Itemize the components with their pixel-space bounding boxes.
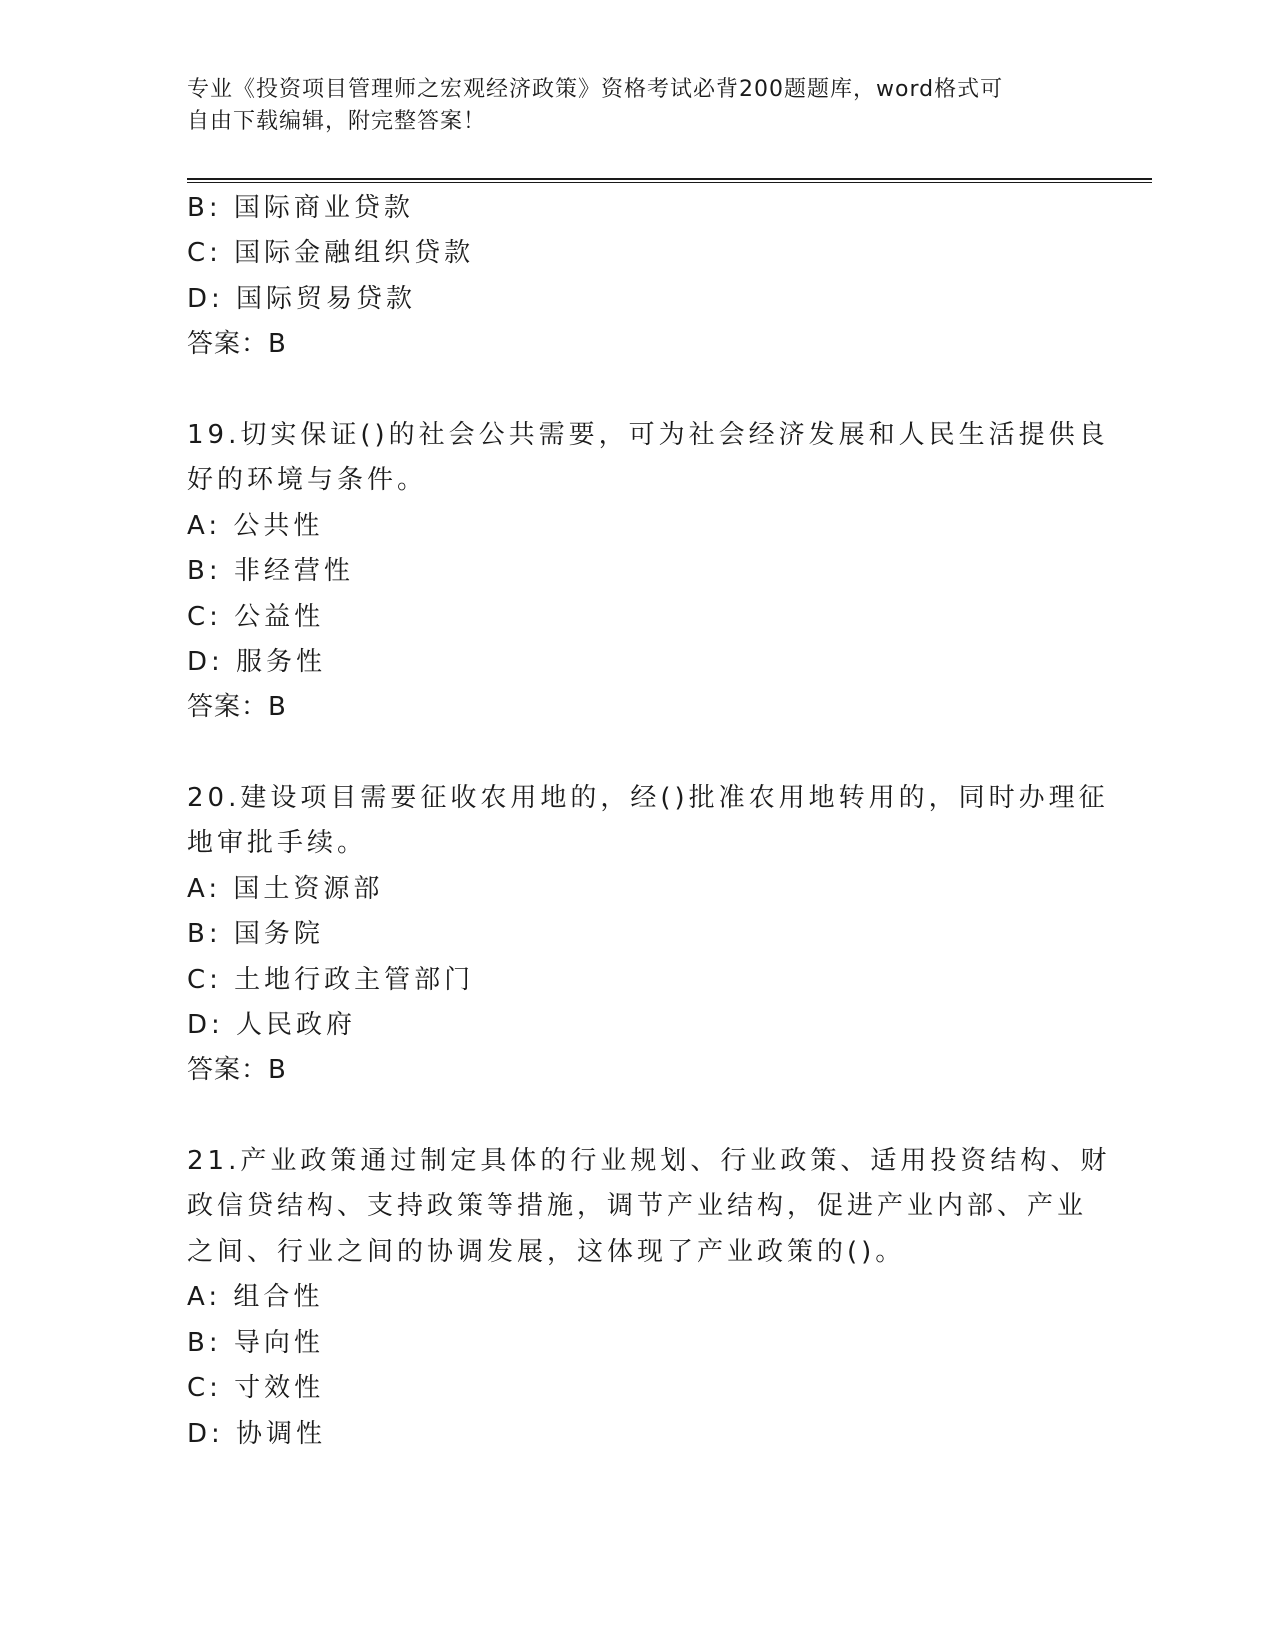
option-b: B: 导向性 [187,1328,324,1358]
option-d: D: 国际贸易贷款 [187,284,417,314]
option-d: D: 协调性 [187,1419,327,1449]
question-stem-line: 19.切实保证()的社会公共需要，可为社会经济发展和人民生活提供良 [187,420,1109,450]
option-b: B: 非经营性 [187,556,354,586]
option-c: C: 土地行政主管部门 [187,965,475,995]
option-d: D: 服务性 [187,647,327,677]
question-stem-line: 之间、行业之间的协调发展，这体现了产业政策的()。 [187,1237,906,1267]
answer: 答案：B [187,692,287,722]
answer: 答案：B [187,329,287,359]
option-b: B: 国际商业贷款 [187,193,414,223]
document-header [187,74,1087,138]
option-c: C: 国际金融组织贷款 [187,238,475,268]
question-stem-line: 21.产业政策通过制定具体的行业规划、行业政策、适用投资结构、财 [187,1146,1111,1176]
option-c: C: 公益性 [187,602,325,632]
header-line-2: 自由下载编辑，附完整答案！ [187,109,487,134]
option-d: D: 人民政府 [187,1010,357,1040]
header-divider [187,178,1152,183]
question-stem-line: 好的环境与条件。 [187,465,428,495]
option-a: A: 组合性 [187,1282,324,1312]
option-a: A: 公共性 [187,511,324,541]
question-stem-line: 地审批手续。 [187,828,368,858]
option-a: A: 国土资源部 [187,874,384,904]
header-line-1: 专业《投资项目管理师之宏观经济政策》资格考试必背200题题库，word格式可 [187,77,1004,102]
question-stem-line: 20.建设项目需要征收农用地的，经()批准农用地转用的，同时办理征 [187,783,1109,813]
option-c: C: 寸效性 [187,1373,325,1403]
option-b: B: 国务院 [187,919,324,949]
answer: 答案：B [187,1055,287,1085]
question-stem-line: 政信贷结构、支持政策等措施，调节产业结构，促进产业内部、产业 [187,1191,1088,1221]
